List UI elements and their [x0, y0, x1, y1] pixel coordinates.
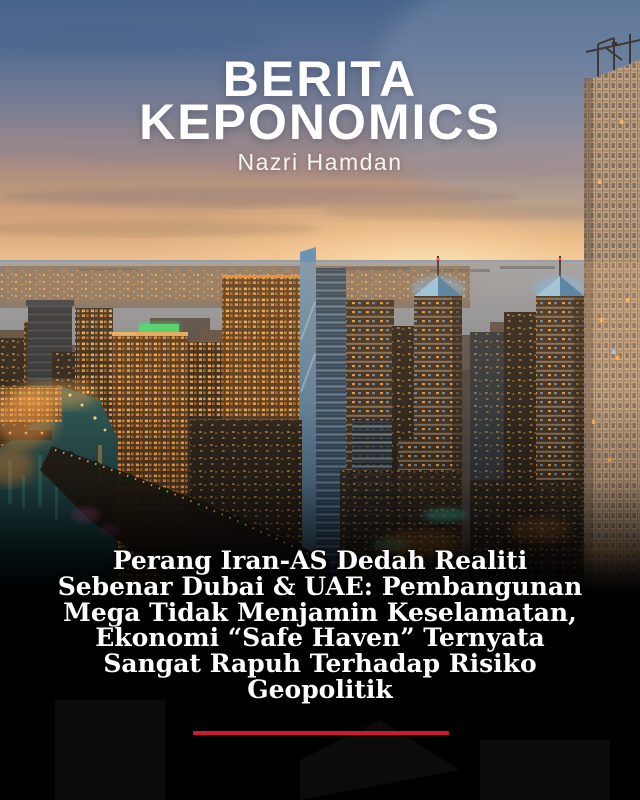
headline-line: Mega Tidak Menjamin Keselamatan, [63, 597, 577, 627]
headline [0, 548, 640, 703]
brand-header [0, 51, 640, 175]
headline-line: Ekonomi “Safe Haven” Ternyata [95, 623, 545, 653]
brand-title-line2: KEPONOMICS [139, 94, 501, 150]
brand-title-line1: BERITA [222, 51, 418, 107]
headline-line: Sebenar Dubai & UAE: Pembangunan [57, 571, 583, 601]
headline-line: Geopolitik [247, 674, 393, 704]
red-divider-line [193, 731, 449, 735]
author-name: Nazri Hamdan [237, 149, 403, 175]
headline-line: Sangat Rapuh Terhadap Risiko [103, 649, 537, 679]
headline-line: Perang Iran-AS Dedah Realiti [112, 546, 528, 575]
